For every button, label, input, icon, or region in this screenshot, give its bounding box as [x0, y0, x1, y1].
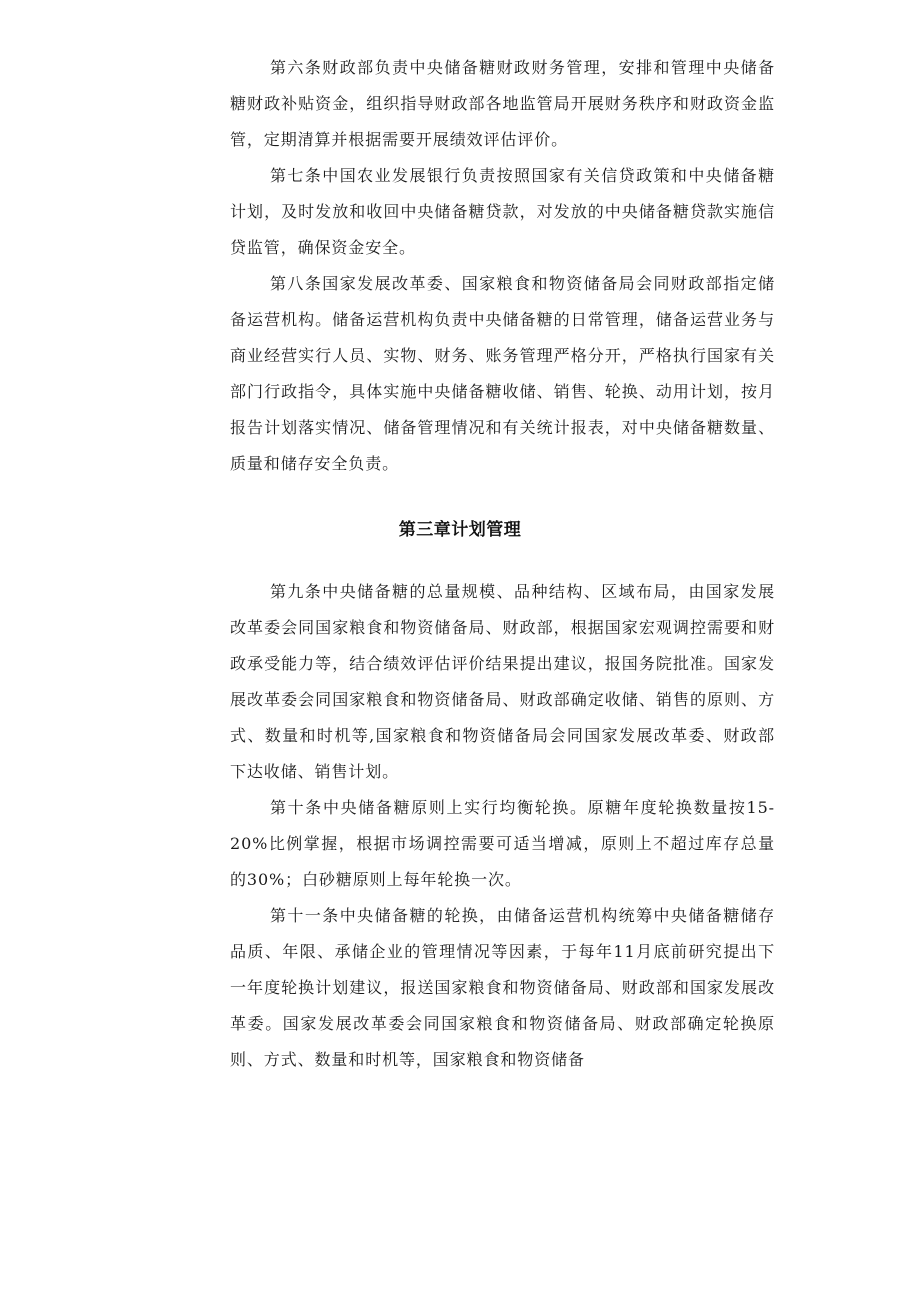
articles-section-after [230, 574, 775, 1078]
article-8-paragraph: 第八条国家发展改革委、国家粮食和物资储备局会同财政部指定储备运营机构。储备运营机构负责中央储备糖的日常管理，储备运营业务与商业经营实行人员、实物、财务、账务管理严格分开，严格执行国家有关部门行政指令，具体实施中央储备糖收储、销售、轮换、动用计划，按月报告计划落实情况、储备管理情况和有关统计报表，对中央储备糖数量、质量和储存安全负责。 [230, 274, 775, 473]
article-7-paragraph: 第七条中国农业发展银行负责按照国家有关信贷政策和中央储备糖计划，及时发放和收回中央储备糖贷款，对发放的中央储备糖贷款实施信贷监管，确保资金安全。 [230, 166, 775, 257]
article-6-paragraph: 第六条财政部负责中央储备糖财政财务管理，安排和管理中央储备糖财政补贴资金，组织指导财政部各地监管局开展财务秩序和财政资金监管，定期清算并根据需要开展绩效评估评价。 [230, 58, 775, 149]
articles-section-before [230, 50, 775, 482]
article-10-paragraph: 第十条中央储备糖原则上实行均衡轮换。原糖年度轮换数量按15-20%比例掌握，根据市场调控需要可适当增减，原则上不超过库存总量的30%；白砂糖原则上每年轮换一次。 [230, 798, 775, 889]
article-11-paragraph: 第十一条中央储备糖的轮换，由储备运营机构统筹中央储备糖储存品质、年限、承储企业的管理情况等因素，于每年11月底前研究提出下一年度轮换计划建议，报送国家粮食和物资储备局、财政部和国家发展改革委。国家发展改革委会同国家粮食和物资储备局、财政部确定轮换原则、方式、数量和时机等，国家粮食和物资储备 [230, 906, 775, 1069]
chapter-title: 第三章计划管理 [398, 520, 522, 540]
article-9-paragraph: 第九条中央储备糖的总量规模、品种结构、区域布局，由国家发展改革委会同国家粮食和物资储备局、财政部，根据国家宏观调控需要和财政承受能力等，结合绩效评估评价结果提出建议，报国务院批准。国家发展改革委会同国家粮食和物资储备局、财政部确定收储、销售的原则、方式、数量和时机等,国家粮食和物资储备局会同国家发展改革委、财政部下达收储、销售计划。 [230, 582, 775, 781]
